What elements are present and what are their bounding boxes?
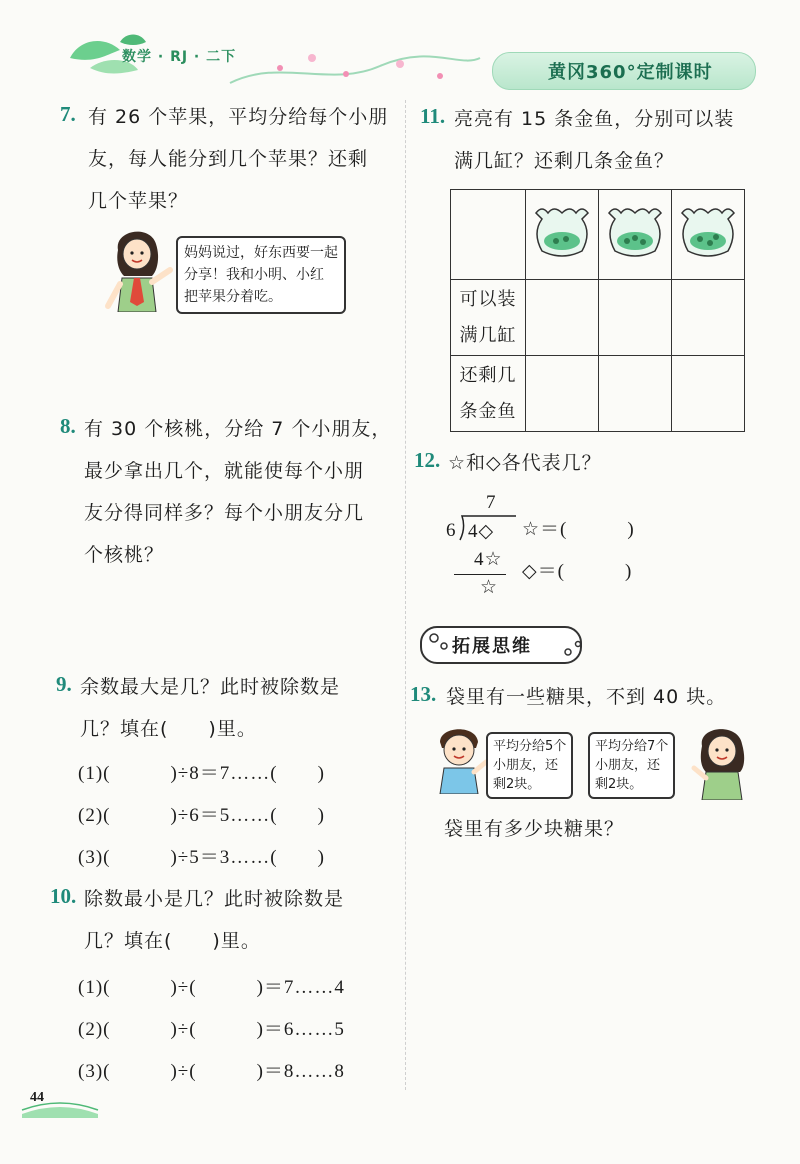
q8-line-3: 友分得同样多？每个小朋友分几 xyxy=(84,502,365,524)
fishbowl-icon xyxy=(526,203,598,263)
girl-illustration xyxy=(100,226,176,312)
q7-line-1: 有 26 个苹果，平均分给每个小朋 xyxy=(88,106,389,128)
fishbowl-cell-3 xyxy=(672,190,745,280)
q13-right-bubble-line-3: 剩2块。 xyxy=(595,777,643,792)
q12-number: 12. xyxy=(414,448,441,472)
q10-number: 10. xyxy=(50,884,77,908)
q13-question: 袋里有多少块糖果？ xyxy=(444,818,625,840)
header-series-title: 黄冈360°定制课时 xyxy=(548,62,713,83)
table-corner-cell xyxy=(451,190,526,280)
q11-line-2: 满几缸？还剩几条金鱼？ xyxy=(454,150,675,172)
q12-diamond-answer[interactable]: ◇＝( ) xyxy=(522,561,633,582)
q12-star-answer[interactable]: ☆＝( ) xyxy=(522,519,635,540)
q10-line-1: 除数最小是几？此时被除数是 xyxy=(84,888,345,910)
boy-illustration xyxy=(430,724,490,794)
answer-cell[interactable] xyxy=(526,356,599,432)
q7-bubble-line-2: 分享！我和小明、小红 xyxy=(184,267,324,283)
q13-right-bubble xyxy=(588,732,675,799)
row2-label-line-2: 条金鱼 xyxy=(459,400,517,422)
q7-speech-bubble xyxy=(176,236,346,314)
answer-cell[interactable] xyxy=(599,280,672,356)
answer-cell[interactable] xyxy=(672,356,745,432)
fishbowl-icon xyxy=(599,203,671,263)
goldfish-table xyxy=(450,189,745,432)
row-header-full-bowls xyxy=(451,280,526,356)
q7-line-2: 友，每人能分到几个苹果？还剩 xyxy=(88,148,369,170)
q9-number: 9. xyxy=(56,672,72,696)
q13-left-bubble xyxy=(486,732,573,799)
q11-number: 11. xyxy=(420,104,446,128)
row2-label-line-1: 还剩几 xyxy=(459,364,517,386)
q8-line-1: 有 30 个核桃，分给 7 个小朋友， xyxy=(84,418,392,440)
column-divider xyxy=(405,100,406,1090)
q13-right-bubble-line-1: 平均分给7个 xyxy=(595,739,669,754)
q13-left-bubble-line-2: 小朋友，还 xyxy=(493,758,559,773)
q9-item-1: (1)( )÷8＝7……( ) xyxy=(78,763,325,784)
q10-item-2: (2)( )÷( )＝6……5 xyxy=(78,1019,345,1040)
fishbowl-cell-2 xyxy=(599,190,672,280)
q11-line-1: 亮亮有 15 条金鱼，分别可以装 xyxy=(454,108,735,130)
q13-right-bubble-line-2: 小朋友，还 xyxy=(595,758,661,773)
row1-label-line-1: 可以装 xyxy=(459,288,517,310)
q9-line-2: 几？填在( )里。 xyxy=(80,718,257,740)
answer-cell[interactable] xyxy=(599,356,672,432)
answer-cell[interactable] xyxy=(526,280,599,356)
q13-left-bubble-line-1: 平均分给5个 xyxy=(493,739,567,754)
answer-cell[interactable] xyxy=(672,280,745,356)
girl-2-illustration xyxy=(690,724,754,800)
q7-number: 7. xyxy=(60,102,76,126)
expand-thinking-title: 拓展思维 xyxy=(452,636,532,657)
fishbowl-cell-1 xyxy=(526,190,599,280)
q8-number: 8. xyxy=(60,414,76,438)
q8-line-4: 个核桃？ xyxy=(84,544,165,566)
q13-number: 13. xyxy=(410,682,437,706)
q10-item-1: (1)( )÷( )＝7……4 xyxy=(78,977,345,998)
q10-item-3: (3)( )÷( )＝8……8 xyxy=(78,1061,345,1082)
q7-line-3: 几个苹果？ xyxy=(88,190,189,212)
q12-product: 4☆ xyxy=(474,549,503,570)
q12-divisor: 6 xyxy=(446,520,457,541)
fishbowl-icon xyxy=(672,203,744,263)
q9-line-1: 余数最大是几？此时被除数是 xyxy=(80,676,341,698)
q7-bubble-line-1: 妈妈说过，好东西要一起 xyxy=(184,245,338,261)
q13-text: 袋里有一些糖果，不到 40 块。 xyxy=(446,686,727,708)
row-header-remaining-fish xyxy=(451,356,526,432)
q9-item-2: (2)( )÷6＝5……( ) xyxy=(78,805,325,826)
q9-item-3: (3)( )÷5＝3……( ) xyxy=(78,847,325,868)
page-number: 44 xyxy=(30,1090,44,1105)
q10-line-2: 几？填在( )里。 xyxy=(84,930,261,952)
q7-bubble-line-3: 把苹果分着吃。 xyxy=(184,289,282,305)
q13-left-bubble-line-3: 剩2块。 xyxy=(493,777,541,792)
q12-dividend: 4◇ xyxy=(468,521,495,542)
q12-quotient: 7 xyxy=(486,492,497,513)
q8-line-2: 最少拿出几个，就能使每个小朋 xyxy=(84,460,365,482)
q12-subtraction-line xyxy=(454,574,506,575)
q12-text: ☆和◇各代表几？ xyxy=(448,452,602,474)
row1-label-line-2: 满几缸 xyxy=(459,324,517,346)
header-leaf-decoration xyxy=(50,28,490,88)
header-subject: 数学 · RJ · 二下 xyxy=(122,49,237,65)
q12-remainder: ☆ xyxy=(480,577,499,598)
